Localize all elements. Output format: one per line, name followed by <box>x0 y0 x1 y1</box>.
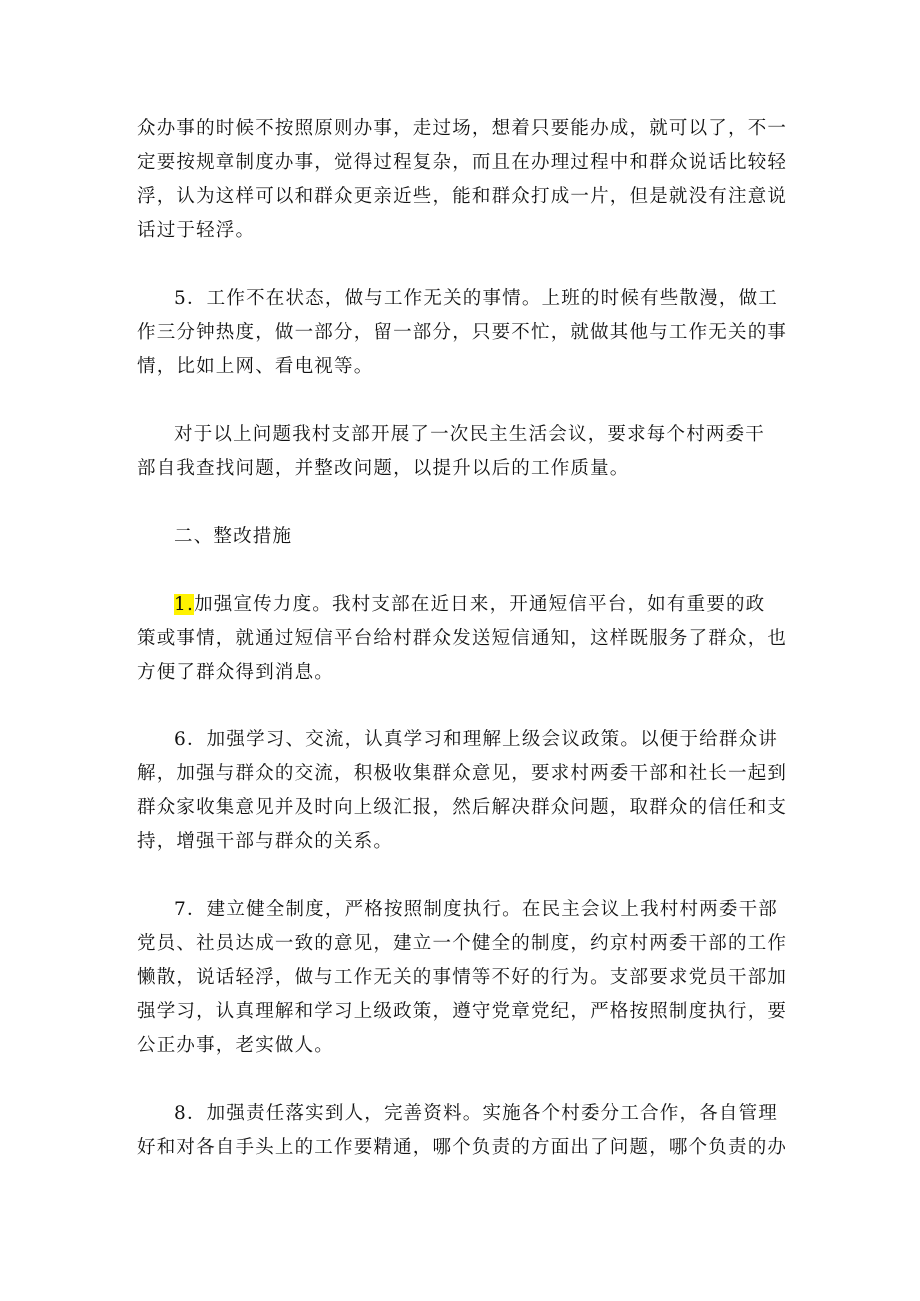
text-line: 众办事的时候不按照原则办事，走过场，想着只要能办成，就可以了，不一 <box>137 118 788 139</box>
text-line: 群众家收集意见并及时向上级汇报，然后解决群众问题，取群众的信任和支 <box>137 797 788 818</box>
section-heading-text: 二、整改措施 <box>174 526 293 547</box>
text-line: 好和对各自手头上的工作要精通，哪个负责的方面出了问题，哪个负责的办 <box>137 1137 788 1158</box>
section-heading <box>137 520 787 554</box>
text-line <box>137 588 787 622</box>
text-line: 党员、社员达成一致的意见，建立一个健全的制度，约京村两委干部的工作 <box>137 933 788 954</box>
paragraph-continuation <box>137 112 787 248</box>
text-line: 策或事情，就通过短信平台给村群众发送短信通知，这样既服务了群众，也 <box>137 628 788 649</box>
text-line: 定要按规章制度办事，觉得过程复杂，而且在办理过程中和群众说话比较轻 <box>137 152 788 173</box>
text-line: 话过于轻浮。 <box>137 220 256 241</box>
text-line: 5．工作不在状态，做与工作无关的事情。上班的时候有些散漫，做工 <box>174 288 778 309</box>
text-line: 部自我查找问题，并整改问题，以提升以后的工作质量。 <box>137 458 630 479</box>
text-line: 作三分钟热度，做一部分，留一部分，只要不忙，就做其他与工作无关的事 <box>137 322 788 343</box>
text-line: 公正办事，老实做人。 <box>137 1035 335 1056</box>
text-line: 7．建立健全制度，严格按照制度执行。在民主会议上我村村两委干部 <box>174 899 778 920</box>
text-line: 浮，认为这样可以和群众更亲近些，能和群众打成一片，但是就没有注意说 <box>137 186 788 207</box>
text-line: 方便了群众得到消息。 <box>137 662 335 683</box>
text-line: 强学习，认真理解和学习上级政策，遵守党章党纪，严格按照制度执行，要 <box>137 1001 788 1022</box>
paragraph-item-1 <box>137 588 787 690</box>
text-line: 情，比如上网、看电视等。 <box>137 356 374 377</box>
paragraph-item-6 <box>137 723 787 859</box>
text-line-content: 加强宣传力度。我村支部在近日来，开通短信平台，如有重要的政 <box>194 594 766 615</box>
highlighted-list-marker: 1. <box>174 594 195 615</box>
text-line: 6．加强学习、交流，认真学习和理解上级会议政策。以便于给群众讲 <box>174 729 778 750</box>
paragraph-item-8 <box>137 1097 787 1165</box>
paragraph-summary <box>137 418 787 486</box>
text-line: 解，加强与群众的交流，积极收集群众意见，要求村两委干部和社长一起到 <box>137 763 788 784</box>
text-line: 持，增强干部与群众的关系。 <box>137 831 394 852</box>
text-line: 懒散，说话轻浮，做与工作无关的事情等不好的行为。支部要求党员干部加 <box>137 967 788 988</box>
text-line: 对于以上问题我村支部开展了一次民主生活会议，要求每个村两委干 <box>174 424 766 445</box>
paragraph-item-7 <box>137 893 787 1063</box>
text-line: 8．加强责任落实到人，完善资料。实施各个村委分工合作，各自管理 <box>174 1103 778 1124</box>
paragraph-item-5 <box>137 282 787 384</box>
